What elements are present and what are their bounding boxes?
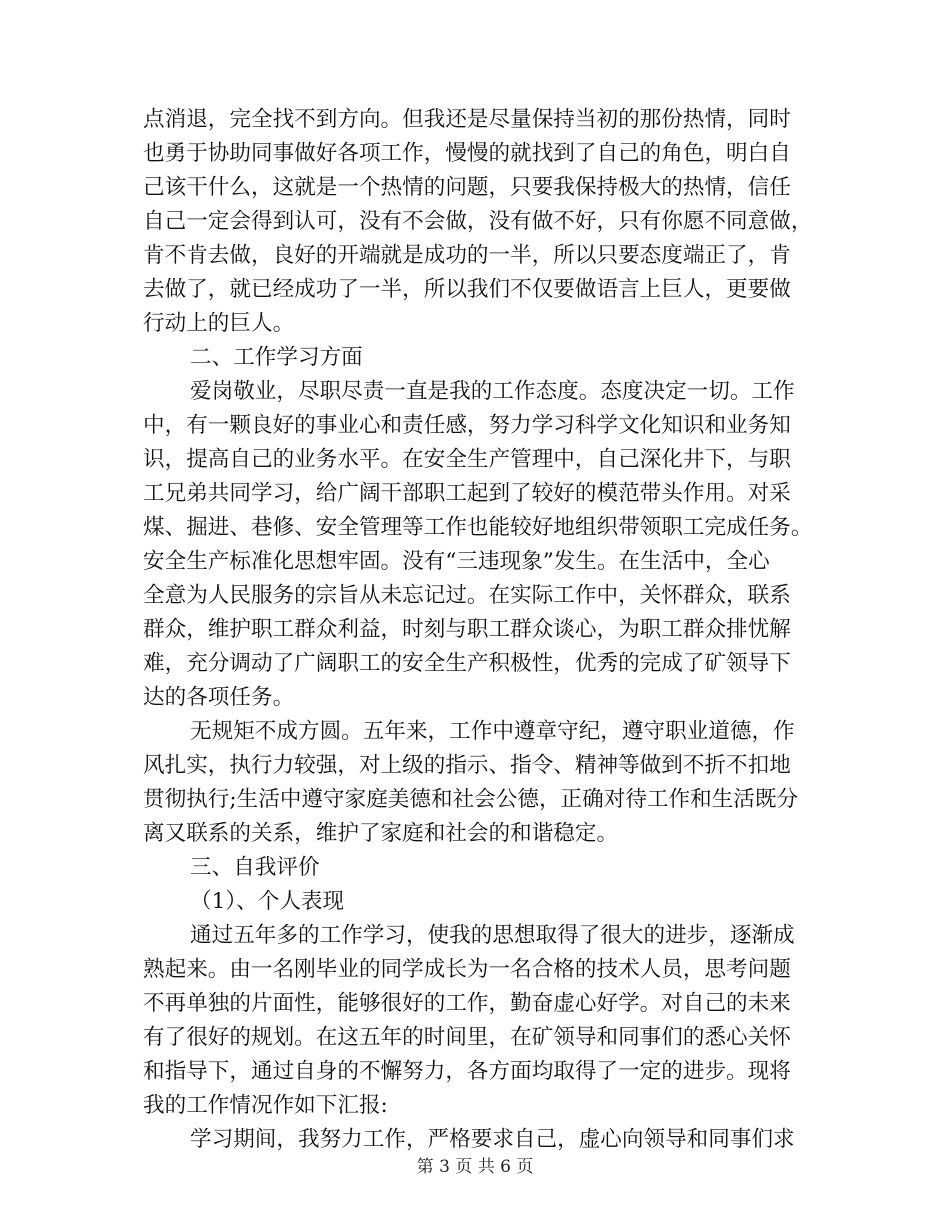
text-line: 也勇于协助同事做好各项工作，慢慢的就找到了自己的角色，明白自: [143, 141, 791, 166]
text-line: 安全生产标准化思想牢固。没有“三违现象”发生。在生活中，全心: [143, 549, 770, 574]
text-line: 风扎实，执行力较强，对上级的指示、指令、精神等做到不折不扣地: [143, 753, 791, 778]
text-line: 行动上的巨人。: [143, 311, 295, 336]
text-line: 达的各项任务。: [143, 685, 295, 710]
subsection-heading: （1）、个人表现: [190, 889, 345, 914]
paragraph-first-line: 学习期间，我努力工作，严格要求自己，虚心向领导和同事们求: [190, 1127, 795, 1152]
text-line: 离又联系的关系，维护了家庭和社会的和谐稳定。: [143, 821, 619, 846]
text-line: 群众，维护职工群众利益，时刻与职工群众谈心，为职工群众排忧解: [143, 617, 791, 642]
text-line: 肯不肯去做，良好的开端就是成功的一半，所以只要态度端正了，肯: [143, 243, 791, 268]
section-heading: 三、自我评价: [190, 855, 320, 880]
text-line: 我的工作情况作如下汇报:: [143, 1093, 388, 1118]
text-line: 和指导下，通过自身的不懈努力，各方面均取得了一定的进步。现将: [143, 1059, 791, 1084]
text-line: 去做了，就已经成功了一半，所以我们不仅要做语言上巨人，更要做: [143, 277, 791, 302]
section-heading: 二、工作学习方面: [190, 345, 363, 370]
text-line: 中，有一颗良好的事业心和责任感，努力学习科学文化知识和业务知: [143, 413, 791, 438]
text-line: 难，充分调动了广阔职工的安全生产积极性，优秀的完成了矿领导下: [143, 651, 791, 676]
text-line: 己该干什么，这就是一个热情的问题，只要我保持极大的热情，信任: [143, 175, 791, 200]
paragraph-first-line: 爱岗敬业，尽职尽责一直是我的工作态度。态度决定一切。工作: [190, 379, 795, 404]
paragraph-first-line: 无规矩不成方圆。五年来，工作中遵章守纪，遵守职业道德，作: [190, 719, 795, 744]
text-line: 煤、掘进、巷修、安全管理等工作也能较好地组织带领职工完成任务。: [143, 515, 813, 540]
paragraph-first-line: 通过五年多的工作学习，使我的思想取得了很大的进步，逐渐成: [190, 923, 795, 948]
text-line: 贯彻执行;生活中遵守家庭美德和社会公德，正确对待工作和生活既分: [143, 787, 799, 812]
text-line: 工兄弟共同学习，给广阔干部职工起到了较好的模范带头作用。对采: [143, 481, 791, 506]
text-line: 熟起来。由一名刚毕业的同学成长为一名合格的技术人员，思考问题: [143, 957, 791, 982]
text-line: 识，提高自己的业务水平。在安全生产管理中，自己深化井下，与职: [143, 447, 791, 472]
text-line: 有了很好的规划。在这五年的时间里，在矿领导和同事们的悉心关怀: [143, 1025, 791, 1050]
text-line: 点消退，完全找不到方向。但我还是尽量保持当初的那份热情，同时: [143, 107, 791, 132]
text-line: 自己一定会得到认可，没有不会做，没有做不好，只有你愿不同意做，: [143, 209, 813, 234]
text-line: 全意为人民服务的宗旨从未忘记过。在实际工作中，关怀群众，联系: [143, 583, 791, 608]
text-line: 不再单独的片面性，能够很好的工作，勤奋虚心好学。对自己的未来: [143, 991, 791, 1016]
page-number-footer: 第 3 页 共 6 页: [416, 1157, 534, 1177]
